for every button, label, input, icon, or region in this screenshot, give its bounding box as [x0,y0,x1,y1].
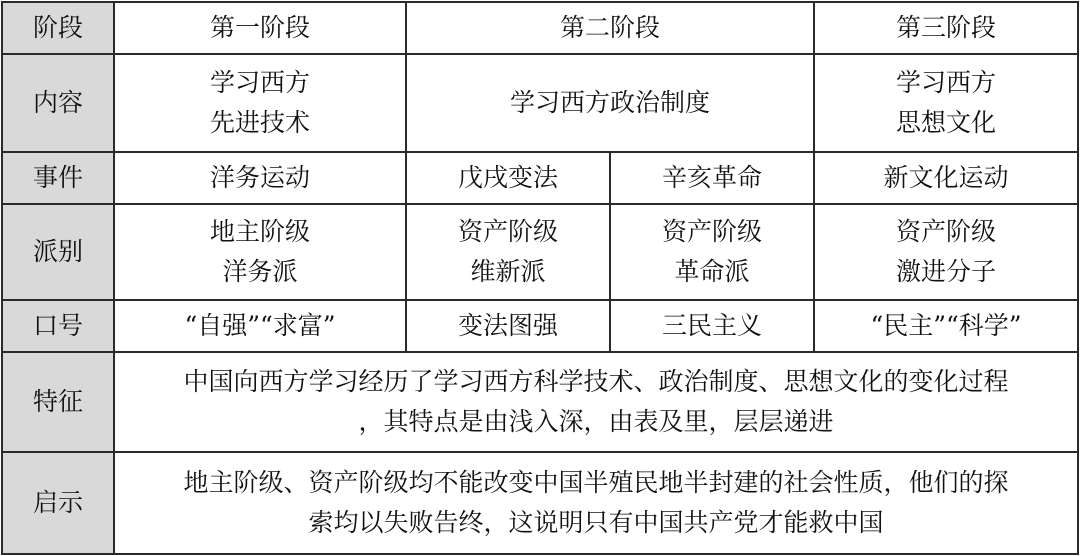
table-row-stages [2,2,1078,54]
faction-4-group: 激进分子 [896,257,997,286]
faction-1-class: 地主阶级 [209,217,310,246]
faction-4-class: 资产阶级 [896,217,997,246]
table-row-slogans [2,300,1078,352]
row-header-slogans: 口号 [2,300,114,352]
table-row-enlightenment [2,452,1078,554]
table-row-content [2,54,1078,152]
faction-3-class: 资产阶级 [662,217,763,246]
event-xinhai-revolution: 辛亥革命 [610,152,814,204]
stage-2-header: 第二阶段 [406,2,814,54]
slogan-3: 三民主义 [610,300,814,352]
content-stage-1-line-2: 先进技术 [209,108,310,137]
faction-4 [814,204,1078,300]
row-header-content: 内容 [2,54,114,152]
faction-1 [114,204,406,300]
faction-2 [406,204,610,300]
row-header-factions: 派别 [2,204,114,300]
faction-1-group: 洋务派 [222,257,298,286]
enlightenment-line-1: 地主阶级、资产阶级均不能改变中国半殖民地半封建的社会性质，他们的探 [183,468,1009,497]
features-line-2: ，其特点是由浅入深，由表及里，层层递进 [358,407,834,436]
slogan-4: “民主”“科学” [814,300,1078,352]
stage-3-header: 第三阶段 [814,2,1078,54]
content-stage-3-line-1: 学习西方 [896,68,997,97]
faction-3 [610,204,814,300]
features-text [114,352,1078,452]
enlightenment-line-2: 索均以失败告终，这说明只有中国共产党才能救中国 [308,508,884,537]
faction-2-group: 维新派 [470,257,546,286]
faction-2-class: 资产阶级 [457,217,558,246]
row-header-events: 事件 [2,152,114,204]
row-header-features: 特征 [2,352,114,452]
stage-1-header: 第一阶段 [114,2,406,54]
row-header-enlightenment: 启示 [2,452,114,554]
features-line-1: 中国向西方学习经历了学习西方科学技术、政治制度、思想文化的变化过程 [183,367,1009,396]
event-reform-1898: 戊戌变法 [406,152,610,204]
table-row-factions [2,204,1078,300]
content-stage-1-line-1: 学习西方 [209,68,310,97]
faction-3-group: 革命派 [674,257,750,286]
content-stage-3 [814,54,1078,152]
content-stage-3-line-2: 思想文化 [896,108,997,137]
slogan-2: 变法图强 [406,300,610,352]
event-new-culture: 新文化运动 [814,152,1078,204]
table-row-events [2,152,1078,204]
event-westernization: 洋务运动 [114,152,406,204]
content-stage-1 [114,54,406,152]
history-summary-table [1,1,1079,555]
table-row-features [2,352,1078,452]
row-header-stage: 阶段 [2,2,114,54]
slogan-1: “自强”“求富” [114,300,406,352]
enlightenment-text [114,452,1078,554]
content-stage-2: 学习西方政治制度 [406,54,814,152]
